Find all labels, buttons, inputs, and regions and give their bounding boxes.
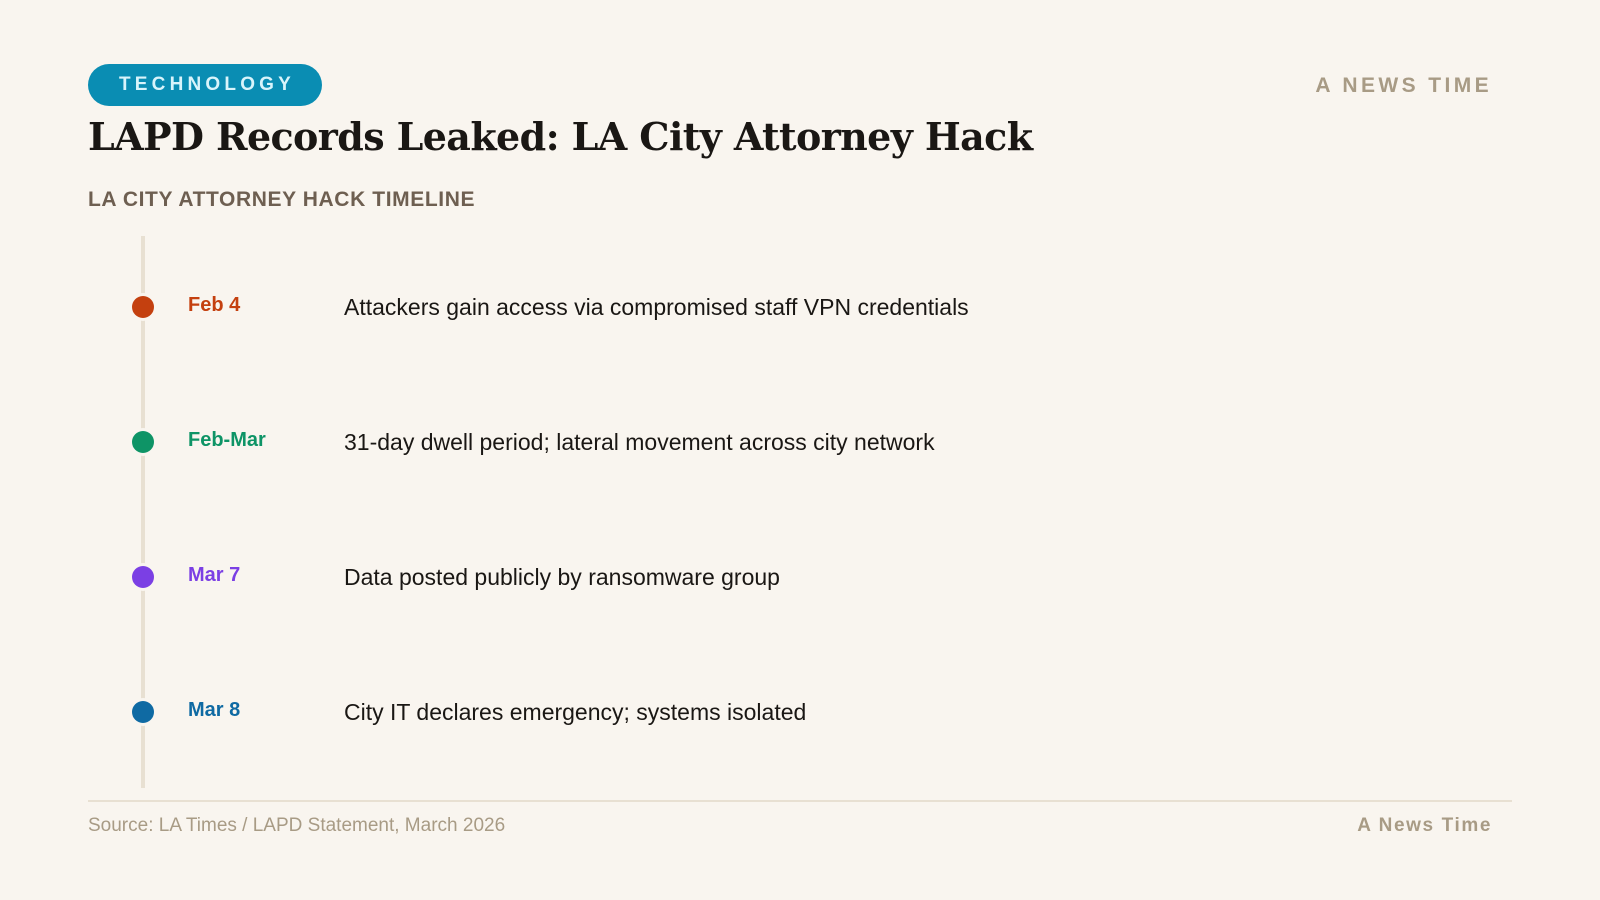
event-date: Mar 7: [188, 564, 241, 586]
timeline-event: [88, 693, 1288, 733]
event-dot-icon: [132, 431, 154, 453]
headline: LAPD Records Leaked: LA City Attorney Hack: [88, 114, 1033, 159]
event-description: Data posted publicly by ransomware group: [344, 564, 780, 590]
footer-divider: [88, 800, 1512, 802]
event-date: Feb 4: [188, 294, 241, 316]
event-description: City IT declares emergency; systems isolated: [344, 699, 807, 725]
timeline-event: [88, 288, 1288, 328]
event-dot-icon: [132, 701, 154, 723]
event-dot-icon: [132, 566, 154, 588]
footer-brand: A News Time: [1357, 815, 1492, 836]
brand-logo: A NEWS TIME: [1315, 74, 1492, 97]
timeline-title: LA CITY ATTORNEY HACK TIMELINE: [88, 188, 476, 211]
timeline-event: [88, 423, 1288, 463]
source-credit: Source: LA Times / LAPD Statement, March 2026: [88, 815, 506, 836]
category-badge: TECHNOLOGY: [88, 64, 322, 106]
timeline: [88, 236, 1512, 788]
event-dot-icon: [132, 296, 154, 318]
event-description: Attackers gain access via compromised staff VPN credentials: [344, 294, 969, 320]
event-description: 31-day dwell period; lateral movement across city network: [344, 429, 935, 455]
event-date: Mar 8: [188, 699, 241, 721]
event-date: Feb-Mar: [188, 429, 266, 451]
timeline-event: [88, 558, 1288, 598]
